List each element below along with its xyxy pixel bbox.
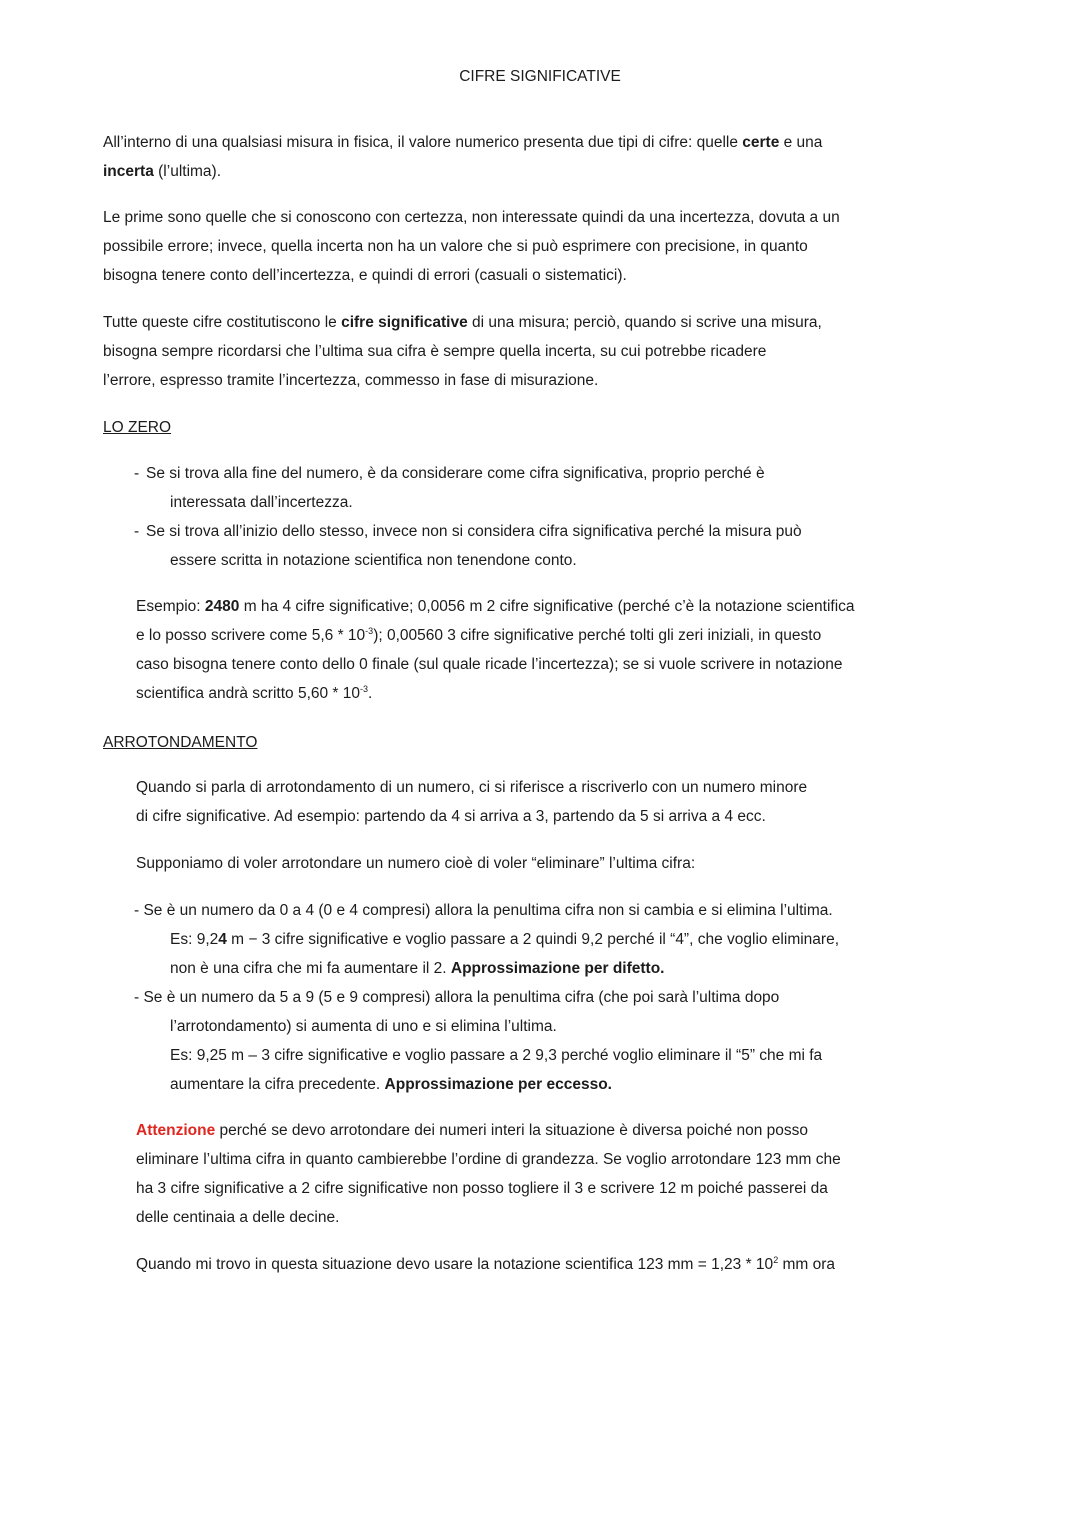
exponent: 2 [773,1254,779,1265]
list-subline [134,1070,1014,1099]
text-line [136,621,1016,650]
bold-digit: 4 [218,931,227,948]
text-line: caso bisogna tenere conto dello 0 finale (sul quale ricade l’incertezza); se si vuole scrivere in notazione [136,656,843,673]
text-span: aumentare la cifra precedente. [170,1076,385,1093]
list-subline: l’arrotondamento) si aumenta di uno e si elimina l’ultima. [170,1018,557,1035]
exponent: -3 [365,625,374,636]
bold-approx-excess: Approssimazione per eccesso. [384,1076,612,1093]
list-subline: Es: 9,25 m – 3 cifre significative e voglio passare a 2 9,3 perché voglio eliminare il “5” che mi fa [170,1047,823,1064]
bold-cifre-significative: cifre significative [341,314,468,331]
text-span: non è una cifra che mi fa aumentare il 2. [170,960,451,977]
intro-text-a: All’interno di una qualsiasi misura in fisica, il valore numerico presenta due tipi di cifre: quelle [103,134,743,151]
rounding-list [134,896,1014,1099]
dash-bullet: - [134,902,144,919]
text-line: eliminare l’ultima cifra in quanto cambierebbe l’ordine di grandezza. Se voglio arrotondare 123 mm che [136,1151,841,1168]
text-span: ); 0,00560 3 cifre significative perché tolti gli zeri iniziali, in questo [373,627,822,644]
text-span: scientifica andrà scritto 5,60 * 10 [136,685,361,702]
example-paragraph [136,592,1016,708]
text-line: delle centinaia a delle decine. [136,1209,340,1226]
section-heading-zero: LO ZERO [103,419,172,436]
text-span: Se si trova all’inizio dello stesso, invece non si considera cifra significativa perché la misura può [146,523,802,540]
bold-approx-defect: Approssimazione per difetto. [450,960,665,977]
text-span: Se è un numero da 5 a 9 (5 e 9 compresi) allora la penultima cifra (che poi sarà l’ultima dopo [143,989,780,1006]
text-line: bisogna sempre ricordarsi che l’ultima sua cifra è sempre quella incerta, su cui potrebbe ricadere [103,343,767,360]
intro-text-c: e una [779,134,823,151]
list-subline [134,925,1014,954]
text-line [136,592,1016,621]
text-line: ha 3 cifre significative a 2 cifre significative non posso togliere il 3 e scrivere 12 m poiché passerei da [136,1180,828,1197]
text-span: Quando mi trovo in questa situazione devo usare la notazione scientifica 123 mm = 1,23 * 10 [136,1256,774,1273]
text-span: essere scritta in notazione scientifica non tenendone conto. [170,552,577,569]
list-item [134,517,1014,575]
rounding-suppose-paragraph: Supponiamo di voler arrotondare un numero cioè di voler “eliminare” l’ultima cifra: [136,855,696,872]
zero-list [134,459,1014,575]
text-span: Esempio: [136,598,205,615]
list-subline [134,954,1014,983]
text-span: Tutte queste cifre costitutiscono le [103,314,342,331]
text-line [136,1116,1016,1145]
bold-number: 2480 [204,598,240,615]
text-span: Se è un numero da 0 a 4 (0 e 4 compresi) allora la penultima cifra non si cambia e si elimina l’ultima. [143,902,833,919]
list-item [134,896,1014,925]
text-span: di una misura; perciò, quando si scrive una misura, [467,314,822,331]
intro-text-e: (l’ultima). [153,163,222,180]
dash-bullet: - [134,523,140,540]
intro-bold-incerta: incerta [103,163,154,180]
attention-word: Attenzione [136,1122,216,1139]
text-line: possibile errore; invece, quella incerta non ha un valore che si può esprimere con precisione, in quanto [103,238,808,255]
text-line: bisogna tenere conto dell’incertezza, e quindi di errori (casuali o sistematici). [103,267,627,284]
text-span: m ha 4 cifre significative; 0,0056 m 2 cifre significative (perché c’è la notazione scientifica [239,598,855,615]
intro-paragraph [103,128,983,186]
text-line [136,679,1016,708]
text-span: Se si trova alla fine del numero, è da considerare come cifra significativa, proprio perché è [146,465,765,482]
text-line [103,308,983,337]
attention-paragraph [136,1116,1016,1232]
text-line: l’errore, espresso tramite l’incertezza, commesso in fase di misurazione. [103,372,599,389]
text-line: Quando si parla di arrotondamento di un numero, ci si riferisce a riscriverlo con un numero minore [136,779,808,796]
rounding-intro-paragraph [136,773,1016,831]
text-span: interessata dall’incertezza. [170,494,353,511]
text-line: di cifre significative. Ad esempio: partendo da 4 si arriva a 3, partendo da 5 si arriva a 4 ecc. [136,808,766,825]
text-span: . [368,685,373,702]
certainty-paragraph [103,203,983,290]
text-span: Es: 9,2 [170,931,219,948]
text-line: Le prime sono quelle che si conoscono con certezza, non interessate quindi da una incertezza, dovuta a un [103,209,840,226]
text-span: perché se devo arrotondare dei numeri interi la situazione è diversa poiché non posso [215,1122,809,1139]
text-span: m − 3 cifre significative e voglio passare a 2 quindi 9,2 perché il “4”, che voglio eliminare, [226,931,840,948]
list-item [134,459,1014,517]
dash-bullet: - [134,989,144,1006]
final-paragraph [136,1250,1016,1279]
exponent: -3 [360,683,369,694]
intro-bold-certe: certe [742,134,780,151]
significant-figures-paragraph [103,308,983,395]
dash-bullet: - [134,465,140,482]
page-title: CIFRE SIGNIFICATIVE [459,68,621,85]
text-span: e lo posso scrivere come 5,6 * 10 [136,627,366,644]
text-span: mm ora [778,1256,836,1273]
list-item [134,983,1014,1012]
section-heading-rounding: ARROTONDAMENTO [103,734,258,751]
